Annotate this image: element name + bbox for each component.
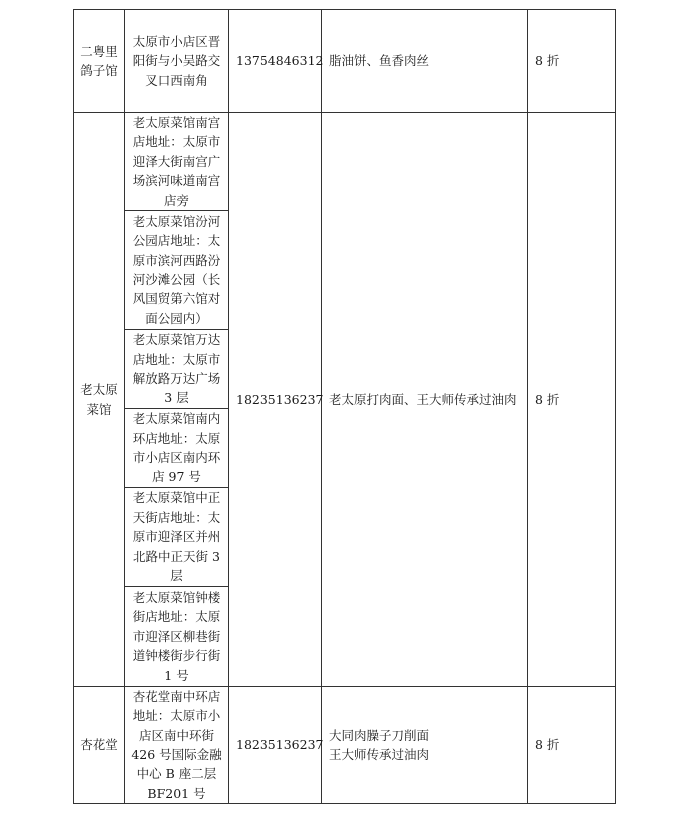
- address-line: 场滨河味道南宫: [132, 173, 221, 189]
- restaurant-discount-table: [73, 9, 616, 804]
- dish-line: 脂油饼、鱼香肉丝: [329, 53, 430, 69]
- address-line: 中心 B 座二层: [136, 766, 217, 782]
- address-line: 老太原菜馆钟楼: [132, 589, 221, 605]
- address-line: 街店地址：太原: [132, 609, 221, 625]
- address-line: 原市迎泽区并州: [132, 529, 221, 545]
- address-line: 1 号: [164, 667, 189, 683]
- dishes-cell: [322, 113, 528, 687]
- restaurant-name-cell: [74, 687, 125, 804]
- address-line: 老太原菜馆中正: [132, 490, 221, 506]
- branch-address: [125, 210, 228, 329]
- dishes-cell: [322, 687, 528, 804]
- restaurant-name-line: 杏花堂: [80, 737, 118, 753]
- address-line: 原市滨河西路汾: [132, 252, 221, 268]
- dish-line: 大同肉臊子刀削面: [329, 727, 430, 743]
- branch-address: [125, 329, 228, 408]
- restaurant-name-line: 鸽子馆: [80, 63, 118, 78]
- address-line: 天街店地址：太: [132, 509, 221, 525]
- address-line: 迎泽大街南宫广: [132, 153, 221, 169]
- dish-line: 老太原打肉面、王大师传承过油肉: [329, 391, 517, 407]
- table-row: [74, 113, 616, 687]
- address-line: 叉口西南角: [145, 72, 208, 88]
- discount-cell: 8 折: [528, 10, 616, 113]
- branch-address: [125, 487, 228, 586]
- address-line: 市小店区南内环: [132, 450, 221, 465]
- address-line: BF201 号: [147, 785, 206, 801]
- address-line: 老太原菜馆汾河: [132, 213, 221, 229]
- address-line: 店地址：太原市: [132, 351, 221, 367]
- address-line: 阳街与小吴路交: [132, 53, 221, 69]
- dish-line: 王大师传承过油肉: [329, 747, 430, 762]
- branch-address: [125, 113, 228, 210]
- address-line: 店 97 号: [152, 469, 201, 485]
- address-line: 老太原菜馆南内: [132, 411, 221, 427]
- address-line: 店地址：太原市: [132, 134, 221, 150]
- phone-cell: 13754846312: [229, 10, 322, 113]
- address-line: 426 号国际金融: [131, 747, 222, 762]
- address-cell: [125, 113, 229, 687]
- address-line: 北路中正天街 3: [133, 548, 220, 564]
- address-line: 市迎泽区柳巷街: [132, 628, 221, 644]
- address-block: [125, 10, 228, 112]
- phone-cell: 18235136237: [229, 687, 322, 804]
- dishes-cell: [322, 10, 528, 113]
- address-line: 环店地址：太原: [132, 430, 221, 446]
- restaurant-name-cell: [74, 10, 125, 113]
- branch-address: [125, 586, 228, 686]
- address-line: 风国贸第六馆对: [132, 291, 221, 307]
- restaurant-name-line: 老太原: [80, 382, 118, 398]
- address-line: 地址：太原市小: [132, 708, 221, 724]
- address-line: 面公园内）: [145, 310, 208, 326]
- address-line: 店旁: [163, 192, 189, 208]
- address-cell: [125, 687, 229, 804]
- address-line: 太原市小店区晋: [132, 33, 221, 49]
- address-line: 杏花堂南中环店: [132, 688, 221, 704]
- address-list: [125, 113, 228, 686]
- address-line: 层: [170, 568, 183, 584]
- address-line: 解放路万达广场: [132, 371, 221, 386]
- table-row: [74, 687, 616, 804]
- address-line: 公园店地址：太: [132, 233, 221, 249]
- address-line: 道钟楼街步行街: [132, 648, 221, 664]
- address-line: 河沙滩公园（长: [132, 272, 221, 287]
- restaurant-name-line: 二粤里: [80, 43, 118, 59]
- discount-cell: 8 折: [528, 113, 616, 687]
- discount-cell: 8 折: [528, 687, 616, 804]
- branch-address: [125, 408, 228, 487]
- phone-cell: 18235136237: [229, 113, 322, 687]
- address-cell: [125, 10, 229, 113]
- address-line: 老太原菜馆万达: [132, 332, 221, 348]
- address-line: 店区南中环街: [138, 727, 214, 743]
- address-line: 老太原菜馆南宫: [132, 114, 221, 130]
- address-line: 3 层: [164, 390, 189, 406]
- table-row: [74, 10, 616, 113]
- address-block: [125, 687, 228, 803]
- restaurant-name-line: 菜馆: [86, 401, 112, 417]
- restaurant-name-cell: [74, 113, 125, 687]
